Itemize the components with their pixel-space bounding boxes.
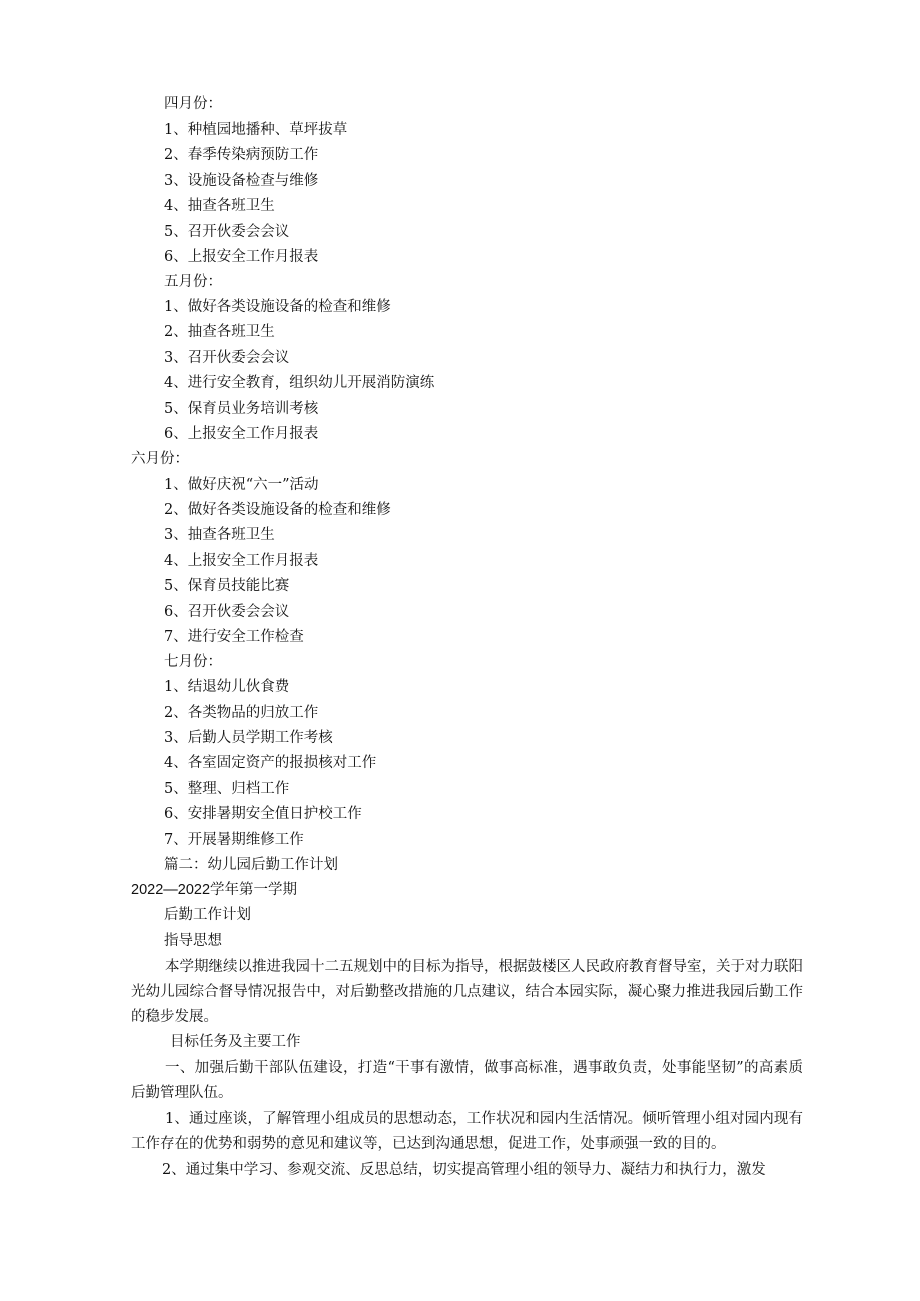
item-1-paragraph: 1、通过座谈，了解管理小组成员的思想动态，工作状况和园内生活情况。倾听管理小组对园内现有工作存在的优势和弱势的意见和建议等，已达到沟通思想，促进工作，处事顽强一致的目的。 (131, 1111, 803, 1152)
july-heading: 七月份： (164, 654, 222, 670)
guiding-paragraph: 本学期继续以推进我园十二五规划中的目标为指导，根据鼓楼区人民政府教育督导室，关于对力联阳光幼儿园综合督导情况报告中，对后勤整改措施的几点建议，结合本园实际，凝心聚力推进我园后勤工作的稳步发展。 (131, 959, 803, 1025)
july-item-3: 3、后勤人员学期工作考核 (164, 730, 333, 746)
july-item-5: 5、整理、归档工作 (164, 781, 290, 797)
june-item-3: 3、抽查各班卫生 (164, 527, 275, 543)
june-item-6: 6、召开伙委会会议 (164, 604, 290, 620)
may-item-5: 5、保育员业务培训考核 (164, 401, 319, 417)
section-1-paragraph: 一、加强后勤干部队伍建设，打造“干事有激情，做事高标准，遇事敢负责，处事能坚韧”的高素质后勤管理队伍。 (131, 1060, 803, 1101)
june-item-7: 7、进行安全工作检查 (164, 629, 304, 645)
item-2-paragraph: 2、通过集中学习、参观交流、反思总结，切实提高管理小组的领导力、凝结力和执行力，激发 (162, 1162, 766, 1178)
may-item-4: 4、进行安全教育，组织幼儿开展消防演练 (164, 375, 435, 391)
goals-heading: 目标任务及主要工作 (170, 1034, 301, 1050)
june-item-5: 5、保育员技能比赛 (164, 578, 290, 594)
july-item-7: 7、开展暑期维修工作 (164, 832, 304, 848)
april-heading: 四月份： (164, 96, 222, 112)
july-item-6: 6、安排暑期安全值日护校工作 (164, 806, 362, 822)
july-item-4: 4、各室固定资产的报损核对工作 (164, 755, 377, 771)
july-item-1: 1、结退幼儿伙食费 (164, 679, 290, 695)
april-item-1: 1、种植园地播种、草坪拔草 (164, 122, 348, 138)
guiding-heading: 指导思想 (164, 933, 222, 949)
may-item-1: 1、做好各类设施设备的检查和维修 (164, 299, 391, 315)
april-item-2: 2、春季传染病预防工作 (164, 147, 319, 163)
term-line: 2022—2022学年第一学期 (131, 882, 298, 898)
june-item-1: 1、做好庆祝“六一”活动 (164, 477, 319, 493)
july-item-2: 2、各类物品的归放工作 (164, 705, 319, 721)
plan-title: 后勤工作计划 (164, 907, 251, 923)
part2-title: 篇二：幼儿园后勤工作计划 (164, 857, 338, 873)
june-item-4: 4、上报安全工作月报表 (164, 553, 319, 569)
may-item-3: 3、召开伙委会会议 (164, 350, 290, 366)
may-heading: 五月份： (164, 274, 222, 290)
april-item-5: 5、召开伙委会会议 (164, 224, 290, 240)
may-item-6: 6、上报安全工作月报表 (164, 426, 319, 442)
april-item-6: 6、上报安全工作月报表 (164, 249, 319, 265)
april-item-4: 4、抽查各班卫生 (164, 198, 275, 214)
april-item-3: 3、设施设备检查与维修 (164, 173, 319, 189)
june-item-2: 2、做好各类设施设备的检查和维修 (164, 502, 391, 518)
june-heading: 六月份： (131, 451, 189, 467)
may-item-2: 2、抽查各班卫生 (164, 324, 275, 340)
